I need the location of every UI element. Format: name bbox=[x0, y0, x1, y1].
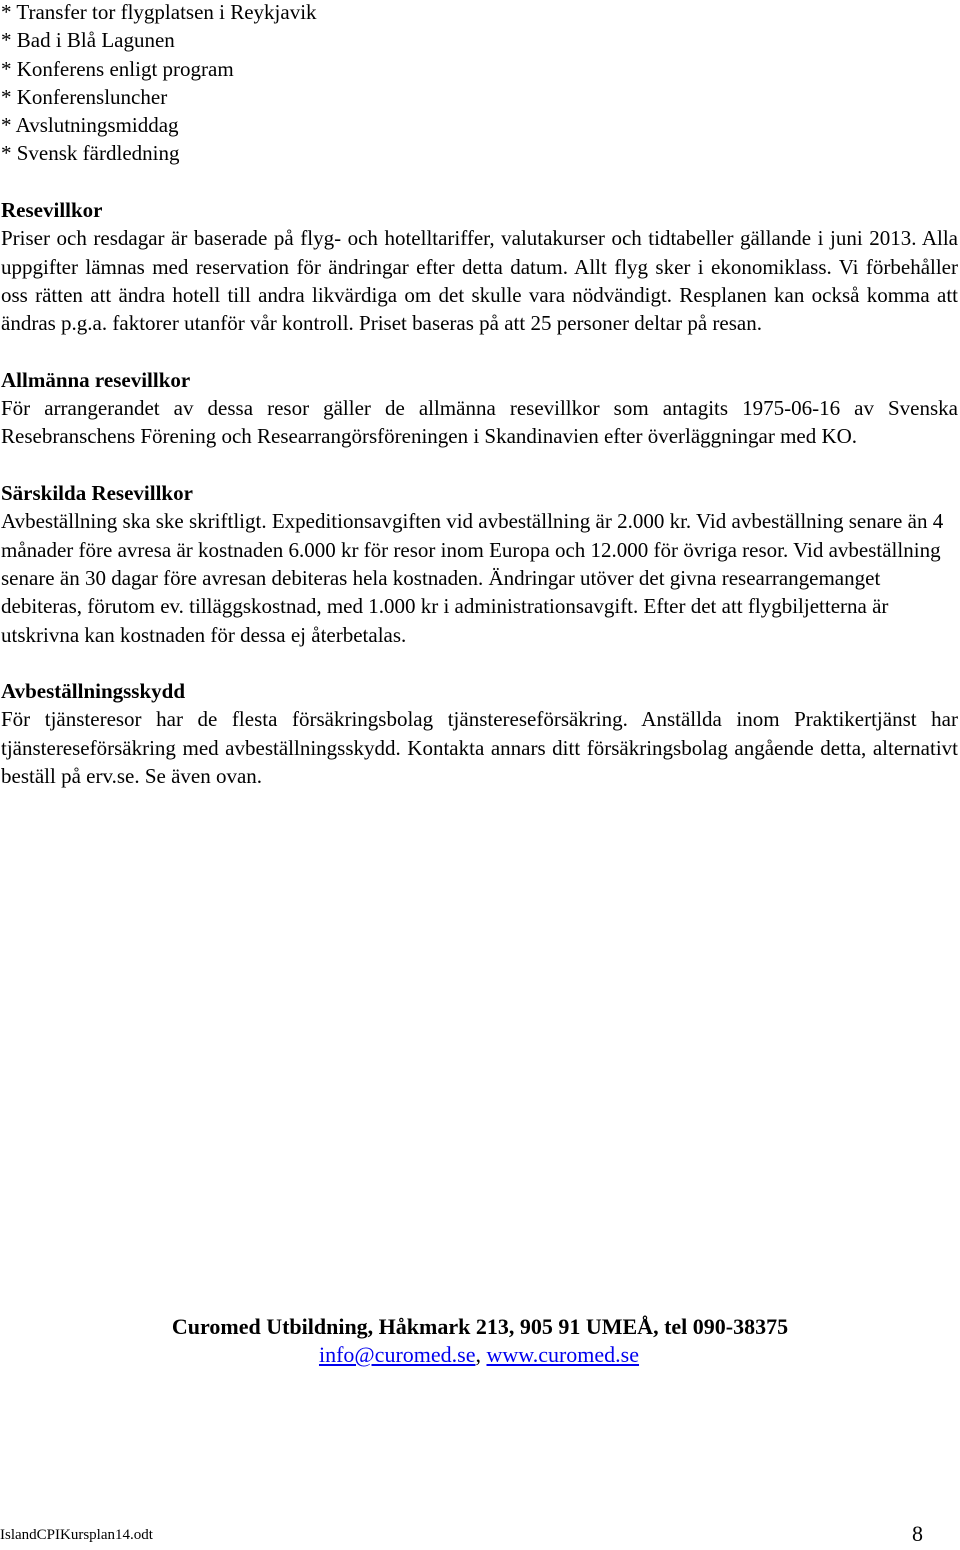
spacer bbox=[1, 338, 958, 366]
spacer bbox=[1, 649, 958, 677]
page-number: 8 bbox=[912, 1521, 923, 1546]
section-text: Avbeställning ska ske skriftligt. Expeditionsavgiften vid avbeställning är 2.000 kr. Vid avbeställning senare än 4 månader före avresa är kostnaden 6.000 kr för resor inom Europa och 12.000 för övriga resor. Vid avbeställning senare än 30 dagar före avresan debiteras hela kostnaden. Ändringar utöver det givna researrangemanget debiteras, förutom ev. tilläggskostnad, med 1.000 kr i administrationsavgift. Efter det att flygbiljetterna är utskrivna kan kostnaden för dessa ej återbetalas. bbox=[1, 509, 944, 647]
list-item: * Konferensluncher bbox=[1, 84, 168, 109]
document-filename: IslandCPIKursplan14.odt bbox=[0, 1527, 153, 1543]
footer-contact bbox=[0, 1313, 960, 1369]
section-avbestallningsskydd bbox=[1, 677, 958, 790]
included-items-list bbox=[1, 0, 958, 168]
list-item: * Svensk färdledning bbox=[1, 141, 180, 166]
section-resevillkor bbox=[1, 196, 958, 337]
website-link[interactable]: www.curomed.se bbox=[486, 1342, 640, 1367]
spacer bbox=[1, 168, 958, 196]
section-heading: Allmänna resevillkor bbox=[1, 367, 191, 392]
section-heading: Särskilda Resevillkor bbox=[1, 481, 193, 506]
section-text: För tjänsteresor har de flesta försäkringsbolag tjänstereseförsäkring. Anställda inom Praktikertjänst har tjänstereseförsäkring med avbeställningsskydd. Kontakta annars ditt försäkringsbolag angående detta, alternativt beställ på erv.se. Se även ovan. bbox=[1, 707, 958, 789]
list-item: * Transfer tor flygplatsen i Reykjavik bbox=[1, 0, 317, 24]
section-text: För arrangerandet av dessa resor gäller de allmänna resevillkor som antagits 1975-06-16 av Svenska Resebranschens Förening och Researrangörsföreningen i Skandinavien efter överläggningar med KO. bbox=[1, 396, 958, 449]
list-item: * Konferens enligt program bbox=[1, 56, 234, 81]
section-heading: Resevillkor bbox=[1, 198, 103, 223]
section-text: Priser och resdagar är baserade på flyg- och hotelltariffer, valutakurser och tidtabeller gällande i juni 2013. Alla uppgifter lämnas med reservation för ändringar efter detta datum. Allt flyg sker i ekonomiklass. Vi förbehåller oss rätten att ändra hotell till andra likvärdiga om det skulle vara nödvändigt. Resplanen kan också komma att ändras p.g.a. faktorer utanför vår kontroll. Priset baseras på att 25 personer deltar på resan. bbox=[1, 226, 958, 336]
spacer bbox=[1, 451, 958, 479]
list-item: * Avslutningsmiddag bbox=[1, 113, 179, 138]
section-heading: Avbeställningsskydd bbox=[1, 679, 186, 704]
list-item: * Bad i Blå Lagunen bbox=[1, 28, 175, 53]
footer-address: Curomed Utbildning, Håkmark 213, 905 91 UMEÅ, tel 090-38375 bbox=[171, 1314, 789, 1339]
document-body bbox=[1, 0, 958, 790]
section-sarskilda-resevillkor bbox=[1, 479, 958, 649]
link-separator: , bbox=[475, 1342, 487, 1367]
footer-links bbox=[0, 1341, 960, 1369]
section-allmanna-resevillkor bbox=[1, 366, 958, 451]
email-link[interactable]: info@curomed.se bbox=[318, 1342, 476, 1367]
